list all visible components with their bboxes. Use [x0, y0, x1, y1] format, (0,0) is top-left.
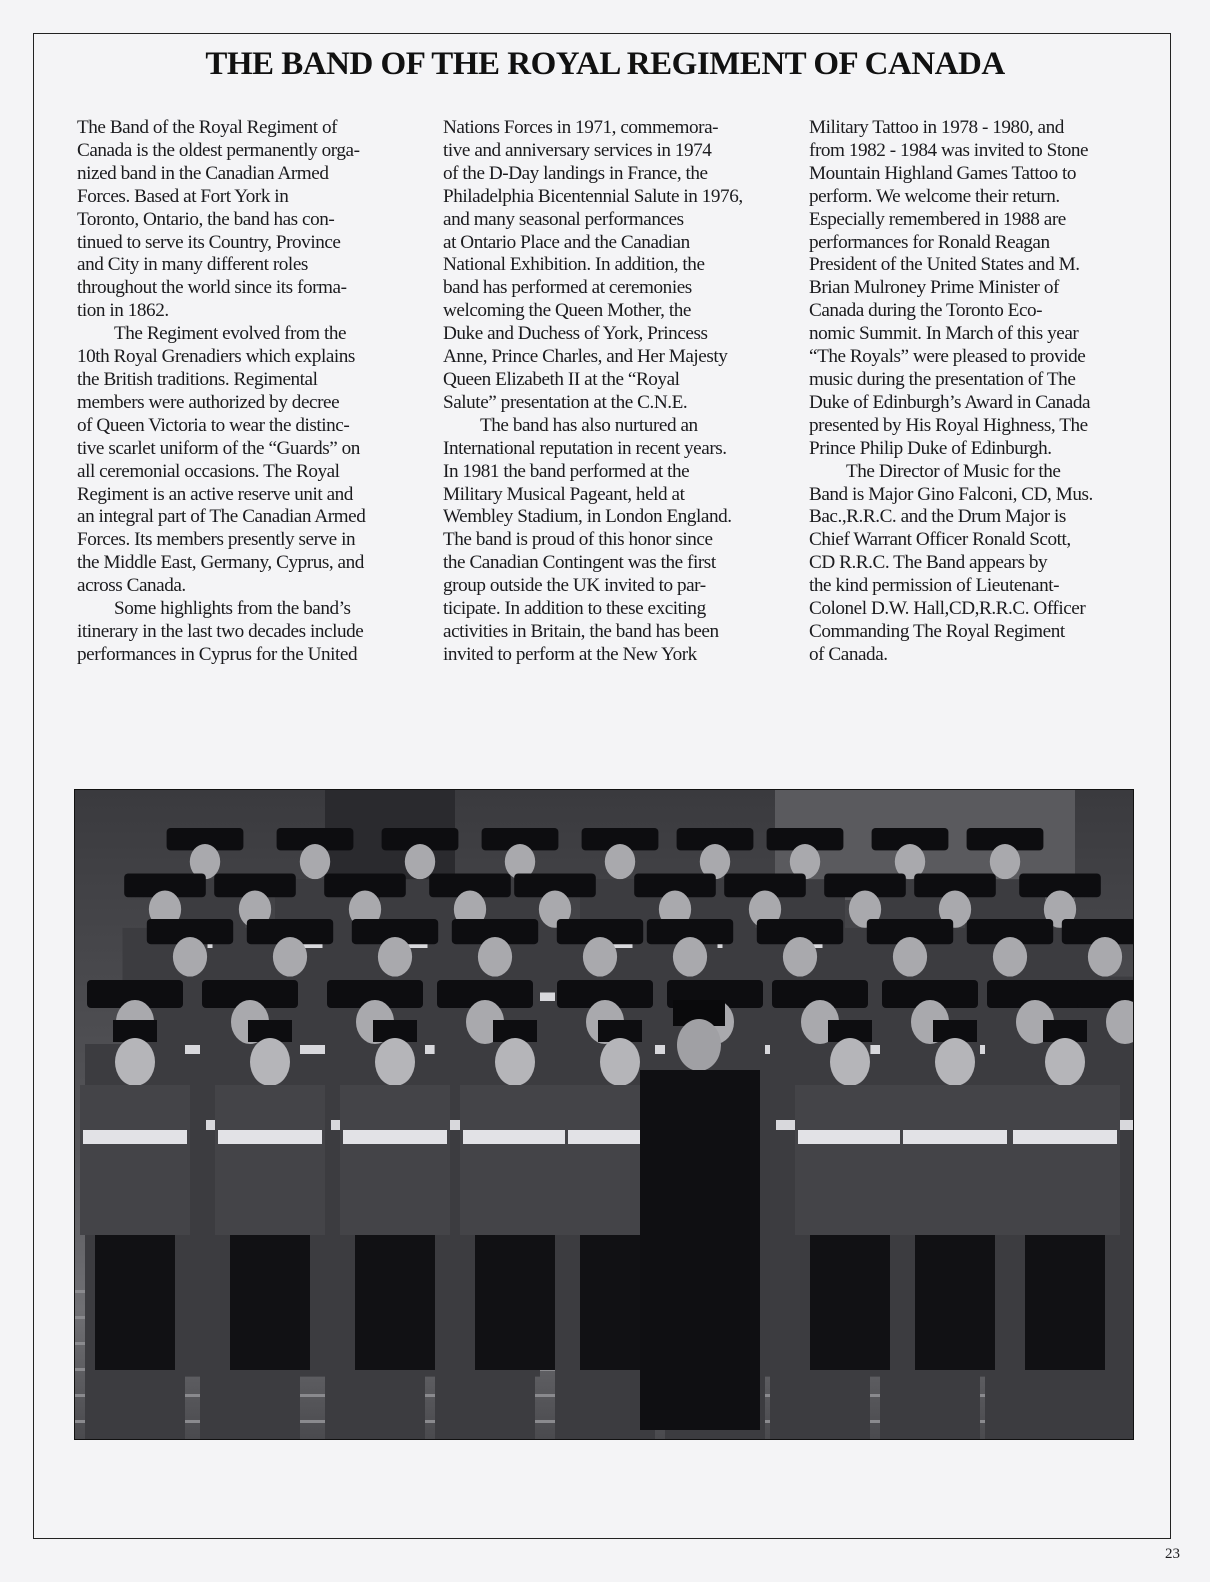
text-line: Commanding The Royal Regiment — [809, 620, 1065, 642]
tunic — [340, 1085, 450, 1235]
text-line: group outside the UK invited to par- — [443, 575, 706, 597]
face — [375, 1038, 415, 1086]
drum-major-uniform — [640, 1070, 760, 1430]
text-line: Queen Elizabeth II at the “Royal — [443, 368, 680, 390]
text-line: the Canadian Contingent was the first — [443, 552, 716, 574]
text-line: Military Musical Pageant, held at — [443, 483, 685, 505]
trousers — [230, 1235, 310, 1370]
text-line: an integral part of The Canadian Armed — [77, 506, 366, 528]
text-line: perform. We welcome their return. — [809, 185, 1060, 207]
tunic — [1010, 1085, 1120, 1235]
text-line: nized band in the Canadian Armed — [77, 162, 329, 184]
text-line: Wembley Stadium, in London England. — [443, 506, 732, 528]
belt — [343, 1130, 447, 1144]
text-line: Regiment is an active reserve unit and — [77, 483, 353, 505]
belt — [1013, 1130, 1117, 1144]
text-line: music during the presentation of The — [809, 368, 1076, 390]
text-line: tive scarlet uniform of the “Guards” on — [77, 437, 360, 459]
trousers — [915, 1235, 995, 1370]
text-column-3 — [809, 117, 1093, 667]
face — [115, 1038, 155, 1086]
text-line: across Canada. — [77, 575, 186, 597]
face — [300, 844, 330, 879]
text-line: Forces. Based at Fort York in — [77, 185, 289, 207]
text-line: of the D-Day landings in France, the — [443, 162, 708, 184]
text-line: President of the United States and M. — [809, 254, 1080, 276]
text-line: The band is proud of this honor since — [443, 529, 713, 551]
text-line: Mountain Highland Games Tattoo to — [809, 162, 1076, 184]
text-line: The Director of Music for the — [846, 460, 1061, 482]
article-title: THE BAND OF THE ROYAL REGIMENT OF CANADA — [205, 46, 1005, 82]
text-line: Forces. Its members presently serve in — [77, 529, 356, 551]
text-line: tion in 1862. — [77, 300, 169, 322]
text-line: “The Royals” were pleased to provide — [809, 346, 1086, 368]
face — [1045, 1038, 1085, 1086]
text-line: itinerary in the last two decades include — [77, 620, 364, 642]
text-line: Canada is the oldest permanently orga- — [77, 139, 360, 161]
text-line: The Band of the Royal Regiment of — [77, 117, 338, 138]
text-line: Some highlights from the band’s — [114, 598, 351, 620]
tunic — [215, 1085, 325, 1235]
text-line: nomic Summit. In March of this year — [809, 323, 1079, 345]
text-line: members were authorized by decree — [77, 391, 340, 413]
text-line: throughout the world since its forma- — [77, 277, 347, 299]
face — [600, 1038, 640, 1086]
text-line: presented by His Royal Highness, The — [809, 414, 1088, 436]
face — [677, 1019, 721, 1071]
text-column-1 — [77, 117, 365, 667]
trousers — [1025, 1235, 1105, 1370]
text-line: Band is Major Gino Falconi, CD, Mus. — [809, 483, 1093, 505]
text-line: Duke and Duchess of York, Princess — [443, 323, 708, 345]
text-line: Philadelphia Bicentennial Salute in 1976, — [443, 185, 743, 207]
text-line: all ceremonial occasions. The Royal — [77, 460, 340, 482]
text-line: welcoming the Queen Mother, the — [443, 300, 691, 322]
text-line: tive and anniversary services in 1974 — [443, 139, 712, 161]
face — [783, 937, 817, 977]
belt — [903, 1130, 1007, 1144]
text-line: In 1981 the band performed at the — [443, 460, 690, 482]
face — [378, 937, 412, 977]
face — [1088, 937, 1122, 977]
text-line: Toronto, Ontario, the band has con- — [77, 208, 335, 230]
face — [935, 1038, 975, 1086]
text-line: Salute” presentation at the C.N.E. — [443, 391, 688, 413]
text-line: Duke of Edinburgh’s Award in Canada — [809, 391, 1091, 413]
trousers — [810, 1235, 890, 1370]
face — [495, 1038, 535, 1086]
tunic — [460, 1085, 570, 1235]
face — [273, 937, 307, 977]
text-line: Canada during the Toronto Eco- — [809, 300, 1043, 322]
text-line: at Ontario Place and the Canadian — [443, 231, 690, 253]
text-line: of Queen Victoria to wear the distinc- — [77, 414, 350, 436]
tunic — [900, 1085, 1010, 1235]
text-line: ticipate. In addition to these exciting — [443, 598, 706, 620]
tunic — [80, 1085, 190, 1235]
face — [478, 937, 512, 977]
text-line: Brian Mulroney Prime Minister of — [809, 277, 1059, 299]
text-column-2 — [443, 117, 743, 667]
text-line: performances for Ronald Reagan — [809, 231, 1050, 253]
text-line: performances in Cyprus for the United — [77, 643, 358, 665]
trousers — [475, 1235, 555, 1370]
belt — [798, 1130, 902, 1144]
text-line: Nations Forces in 1971, commemora- — [443, 117, 719, 138]
text-line: the British traditions. Regimental — [77, 368, 318, 390]
face — [830, 1038, 870, 1086]
text-line: the kind permission of Lieutenant- — [809, 575, 1060, 597]
face — [250, 1038, 290, 1086]
text-line: the Middle East, Germany, Cyprus, and — [77, 552, 364, 574]
face — [990, 844, 1020, 879]
page-number: 23 — [1165, 1546, 1180, 1562]
belt — [83, 1130, 187, 1144]
belt — [218, 1130, 322, 1144]
text-line: Anne, Prince Charles, and Her Majesty — [443, 346, 728, 368]
face — [583, 937, 617, 977]
trousers — [355, 1235, 435, 1370]
text-line: 10th Royal Grenadiers which explains — [77, 346, 355, 368]
text-line: Bac.,R.R.C. and the Drum Major is — [809, 506, 1066, 528]
band-group-photo — [74, 789, 1134, 1440]
text-line: The Regiment evolved from the — [114, 323, 347, 345]
text-line: tinued to serve its Country, Province — [77, 231, 341, 253]
text-line: International reputation in recent years. — [443, 437, 727, 459]
text-line: Chief Warrant Officer Ronald Scott, — [809, 529, 1071, 551]
face — [893, 937, 927, 977]
face — [173, 937, 207, 977]
trousers — [95, 1235, 175, 1370]
text-line: National Exhibition. In addition, the — [443, 254, 705, 276]
face — [405, 844, 435, 879]
text-line: invited to perform at the New York — [443, 643, 697, 665]
text-line: CD R.R.C. The Band appears by — [809, 552, 1048, 574]
text-line: Prince Philip Duke of Edinburgh. — [809, 437, 1052, 459]
belt — [463, 1130, 567, 1144]
text-line: band has performed at ceremonies — [443, 277, 692, 299]
face — [993, 937, 1027, 977]
tunic — [795, 1085, 905, 1235]
text-line: Colonel D.W. Hall,CD,R.R.C. Officer — [809, 598, 1086, 620]
face — [673, 937, 707, 977]
text-line: and City in many different roles — [77, 254, 308, 276]
text-line: from 1982 - 1984 was invited to Stone — [809, 139, 1089, 161]
text-line: Especially remembered in 1988 are — [809, 208, 1066, 230]
text-line: and many seasonal performances — [443, 208, 684, 230]
photo-illustration — [75, 790, 1134, 1440]
text-line: The band has also nurtured an — [480, 414, 698, 436]
text-line: of Canada. — [809, 643, 888, 665]
text-line: activities in Britain, the band has been — [443, 620, 719, 642]
face — [605, 844, 635, 879]
text-line: Military Tattoo in 1978 - 1980, and — [809, 117, 1064, 138]
